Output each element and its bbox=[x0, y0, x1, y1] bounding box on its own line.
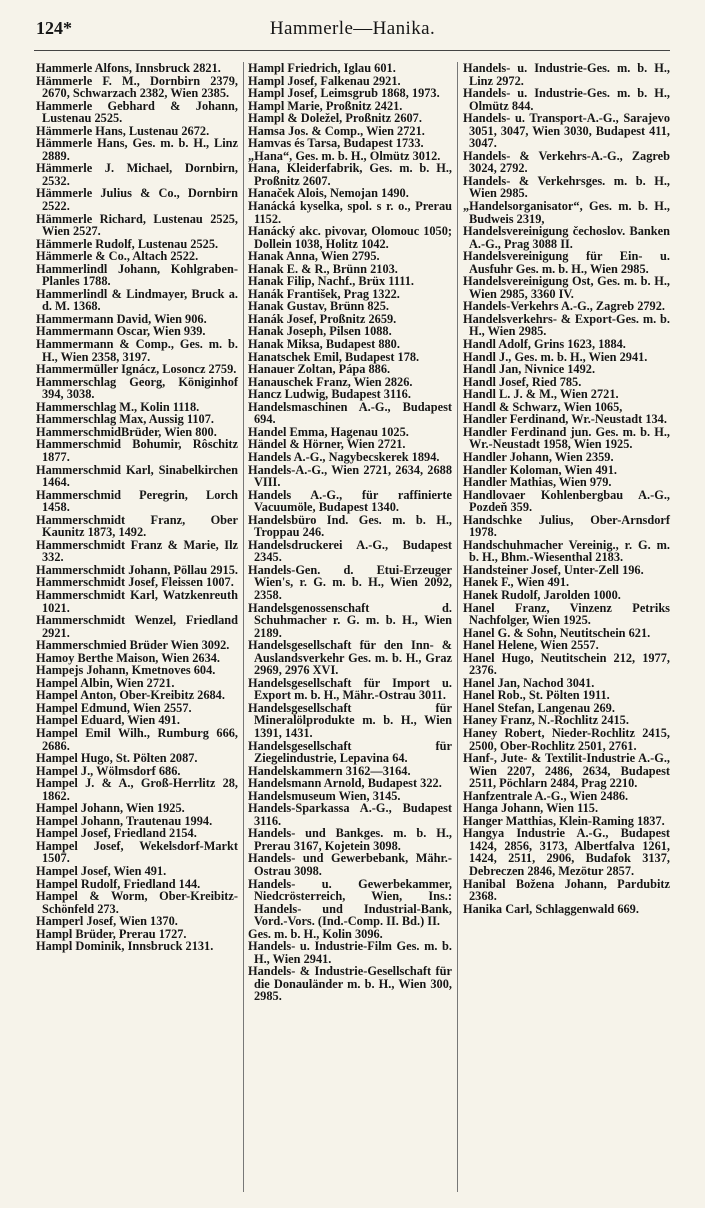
directory-entry: Hammerschlag Max, Aussig 1107. bbox=[36, 412, 214, 427]
directory-entry: Hampel Emil Wilh., Rumburg 666, 2686. bbox=[36, 725, 238, 753]
column-3 bbox=[463, 62, 670, 915]
directory-entry: Hammerschlag M., Kolin 1118. bbox=[36, 399, 200, 414]
directory-entry: Handschke Julius, Ober-Arnsdorf 1978. bbox=[463, 512, 670, 540]
directory-entry: Handl & Schwarz, Wien 1065, bbox=[463, 399, 623, 414]
directory-entry: Hamsa Jos. & Comp., Wien 2721. bbox=[248, 123, 425, 138]
directory-entry: Hampl Dominik, Innsbruck 2131. bbox=[36, 939, 214, 954]
directory-entry: Hammerschmied Brüder Wien 3092. bbox=[36, 638, 230, 653]
directory-entry: Hana, Kleiderfabrik, Ges. m. b. H., Proßnitz 2607. bbox=[248, 161, 452, 188]
directory-entry: Hanek Rudolf, Jarolden 1000. bbox=[463, 587, 621, 602]
directory-entry: Hammerschmidt Johann, Pöllau 2915. bbox=[36, 562, 238, 577]
directory-entry: Hämmerle Hans, Ges. m. b. H., Linz 2889. bbox=[36, 136, 238, 163]
directory-entry: Hampel J., Wölmsdorf 686. bbox=[36, 763, 181, 778]
directory-entry: Hammerle Alfons, Innsbruck 2821. bbox=[36, 61, 221, 75]
directory-entry: Handl Jan, Nivnice 1492. bbox=[463, 362, 596, 377]
directory-entry: Hanák Josef, Proßnitz 2659. bbox=[248, 311, 397, 326]
directory-entry: Hanak Filip, Nachf., Brüx 1111. bbox=[248, 274, 414, 289]
directory-entry: Handler Ferdinand jun. Ges. m. b. H., Wr.-Neustadt 1958, Wien 1925. bbox=[463, 424, 670, 452]
directory-entry: Hammerschmidt Karl, Watzkenreuth 1021. bbox=[36, 587, 238, 615]
directory-entry: Hancz Ludwig, Budapest 3116. bbox=[248, 387, 411, 402]
directory-entry: Handelsvereinigung Ost, Ges. m. b. H., Wien 2985, 3360 IV. bbox=[463, 274, 670, 301]
directory-entry: Hampl Josef, Falkenau 2921. bbox=[248, 73, 401, 88]
directory-entry: Handelsbüro Ind. Ges. m. b. H., Troppau 246. bbox=[248, 512, 452, 540]
column-2 bbox=[248, 62, 452, 1003]
directory-entry: Handelsgesellschaft für Mineralölprodukte m. b. H., Wien 1391, 1431. bbox=[248, 700, 452, 740]
directory-entry: Handels- u. Industrie-Film Ges. m. b. H., Wien 2941. bbox=[248, 939, 452, 966]
directory-entry: Handelsgesellschaft für Import u. Export m. b. H., Mähr.-Ostrau 3011. bbox=[248, 675, 452, 703]
column-divider bbox=[243, 62, 244, 1192]
directory-entry: Handels-Sparkassa A.-G., Budapest 3116. bbox=[248, 801, 452, 828]
directory-entry: Hanauer Zoltan, Pápa 886. bbox=[248, 362, 391, 377]
directory-entry: Hanel Rob., St. Pölten 1911. bbox=[463, 688, 610, 703]
directory-entry: Handelsvereinigung čechoslov. Banken A.-G., Prag 3088 II. bbox=[463, 224, 670, 251]
directory-entry: Hampl Brüder, Prerau 1727. bbox=[36, 926, 187, 941]
directory-entry: Handels- und Bankges. m. b. H., Prerau 3167, Kojetein 3098. bbox=[248, 826, 452, 853]
directory-entry: Handl Adolf, Grins 1623, 1884. bbox=[463, 337, 626, 352]
directory-entry: Hammerlindl Johann, Kohlgraben-Planles 1788. bbox=[36, 261, 238, 289]
directory-entry: Hanga Johann, Wien 115. bbox=[463, 801, 599, 816]
directory-entry: Hammermann Oscar, Wien 939. bbox=[36, 324, 206, 339]
directory-entry: Händel & Hörner, Wien 2721. bbox=[248, 437, 406, 452]
directory-entry: Hanák František, Prag 1322. bbox=[248, 286, 400, 301]
directory-entry: Handels- u. Industrie-Ges. m. b. H., Olmütz 844. bbox=[463, 86, 670, 113]
directory-entry: Hammerschmidt Wenzel, Friedland 2921. bbox=[36, 613, 238, 640]
directory-entry: Hampel Josef, Wekelsdorf-Markt 1507. bbox=[36, 838, 238, 866]
directory-entry: Hampel Eduard, Wien 491. bbox=[36, 713, 180, 728]
directory-entry: Handelsmuseum Wien, 3145. bbox=[248, 788, 401, 803]
directory-entry: Handler Ferdinand, Wr.-Neustadt 134. bbox=[463, 412, 667, 427]
directory-entry: Hanel Stefan, Langenau 269. bbox=[463, 700, 615, 715]
directory-entry: Hanácká kyselka, spol. s r. o., Prerau 1152. bbox=[248, 199, 452, 226]
directory-entry: Handl J., Ges. m. b. H., Wien 2941. bbox=[463, 349, 648, 364]
directory-entry: Hampl & Doležel, Proßnitz 2607. bbox=[248, 111, 422, 126]
directory-entry: Hanibal Božena Johann, Pardubitz 2368. bbox=[463, 876, 670, 904]
directory-entry: Handels-Gen. d. Etui-Erzeuger Wien's, r. G. m. b. H., Wien 2092, 2358. bbox=[248, 562, 452, 602]
page-title: Hammerle—Hanika. bbox=[269, 18, 436, 39]
directory-entry: Handlovaer Kohlenbergbau A.-G., Pozdeň 359. bbox=[463, 487, 670, 515]
directory-entry: Hämmerle Rudolf, Lustenau 2525. bbox=[36, 236, 219, 251]
directory-entry: Hampel Rudolf, Friedland 144. bbox=[36, 876, 201, 891]
directory-entry: Handels- & Industrie-Gesellschaft für die Donauländer m. b. H., Wien 300, 2985. bbox=[248, 964, 452, 1004]
page-header bbox=[0, 18, 705, 48]
column-divider bbox=[457, 62, 458, 1192]
directory-entry: Hampel Edmund, Wien 2557. bbox=[36, 700, 192, 715]
directory-entry: Handelsverkehrs- & Export-Ges. m. b. H., Wien 2985. bbox=[463, 311, 670, 339]
directory-entry: Hanácký akc. pivovar, Olomouc 1050; Dollein 1038, Holitz 1042. bbox=[248, 224, 452, 251]
directory-entry: Handels A.-G., für raffinierte Vacuumöle, Budapest 1340. bbox=[248, 487, 452, 515]
directory-entry: Hämmerle J. Michael, Dornbirn, 2532. bbox=[36, 161, 238, 188]
directory-entry: Haney Robert, Nieder-Rochlitz 2415, 2500, Ober-Rochlitz 2501, 2761. bbox=[463, 725, 670, 753]
directory-entry: Handels- u. Transport-A.-G., Sarajevo 3051, 3047, Wien 3030, Budapest 411, 3047. bbox=[463, 111, 670, 151]
directory-entry: Hanfzentrale A.-G., Wien 2486. bbox=[463, 788, 629, 803]
directory-entry: Hanak Gustav, Brünn 825. bbox=[248, 299, 389, 314]
directory-entry: Handels- & Verkehrsges. m. b. H., Wien 2985. bbox=[463, 173, 670, 201]
directory-entry: Handelsmann Arnold, Budapest 322. bbox=[248, 776, 442, 791]
directory-entry: Hampel Josef, Friedland 2154. bbox=[36, 826, 197, 841]
directory-entry: Handels- u. Gewerbekammer, Niedcrösterreich, Wien, Ins.: Handels- und Industrial-Bank, Vord.-Vors. (Ind.-Comp. II. Bd.) II. bbox=[248, 876, 452, 929]
directory-entry: Hamperl Josef, Wien 1370. bbox=[36, 914, 178, 929]
directory-entry: Hampl Marie, Proßnitz 2421. bbox=[248, 98, 403, 113]
directory-entry: Handels- u. Industrie-Ges. m. b. H., Linz 2972. bbox=[463, 61, 670, 88]
directory-entry: Hanger Matthias, Klein-Raming 1837. bbox=[463, 813, 665, 828]
directory-entry: Hampel J. & A., Groß-Herrlitz 28, 1862. bbox=[36, 776, 238, 803]
directory-entry: Hammermüller Ignácz, Losoncz 2759. bbox=[36, 362, 237, 377]
directory-entry: Hammerschlag Georg, Königinhof 394, 3038. bbox=[36, 374, 238, 402]
directory-entry: Hämmerle Julius & Co., Dornbirn 2522. bbox=[36, 186, 238, 214]
directory-entry: Handler Koloman, Wien 491. bbox=[463, 462, 617, 477]
directory-entry: Hanak Miksa, Budapest 880. bbox=[248, 337, 400, 352]
directory-entry: Handschuhmacher Vereinig., r. G. m. b. H., Bhm.-Wiesenthal 2183. bbox=[463, 537, 670, 565]
directory-entry: Handelskammern 3162—3164. bbox=[248, 763, 411, 778]
directory-entry: Hammerschmid Bohumir, Rôschitz 1877. bbox=[36, 437, 238, 464]
directory-entry: Handel Emma, Hagenau 1025. bbox=[248, 424, 409, 439]
directory-entry: Handl Josef, Ried 785. bbox=[463, 374, 582, 389]
directory-entry: Hanaček Alois, Nemojan 1490. bbox=[248, 186, 409, 201]
directory-entry: Handelsgesellschaft für den Inn- & Auslandsverkehr Ges. m. b. H., Graz 2969, 2976 XVI. bbox=[248, 638, 452, 678]
directory-entry: Hammerschmidt Franz & Marie, Ilz 332. bbox=[36, 537, 238, 565]
page-number: 124* bbox=[36, 18, 72, 38]
directory-entry: Handels-A.-G., Wien 2721, 2634, 2688 VIII. bbox=[248, 462, 452, 490]
directory-entry: Hanel G. & Sohn, Neutitschein 621. bbox=[463, 625, 651, 640]
directory-entry: Hamoy Berthe Maison, Wien 2634. bbox=[36, 650, 221, 665]
directory-entry: Hampel Albin, Wien 2721. bbox=[36, 675, 175, 690]
directory-entry: Hanel Franz, Vinzenz Petriks Nachfolger, Wien 1925. bbox=[463, 600, 670, 628]
directory-entry: Hanatschek Emil, Budapest 178. bbox=[248, 349, 420, 364]
directory-entry: Hampel & Worm, Ober-Kreibitz-Schönfeld 273. bbox=[36, 889, 238, 916]
directory-entry: Handl L. J. & M., Wien 2721. bbox=[463, 387, 619, 402]
directory-entry: „Handelsorganisator“, Ges. m. b. H., Budweis 2319, bbox=[463, 199, 670, 226]
directory-entry: Handels-Verkehrs A.-G., Zagreb 2792. bbox=[463, 299, 665, 314]
directory-entry: Handels- & Verkehrs-A.-G., Zagreb 3024, 2792. bbox=[463, 148, 670, 176]
directory-entry: Hämmerle & Co., Altach 2522. bbox=[36, 249, 199, 264]
column-1 bbox=[36, 62, 238, 953]
directory-entry: Handelsvereinigung für Ein- u. Ausfuhr Ges. m. b. H., Wien 2985. bbox=[463, 249, 670, 276]
directory-entry: Hammermann David, Wien 906. bbox=[36, 311, 207, 326]
directory-entry: Hanauschek Franz, Wien 2826. bbox=[248, 374, 413, 389]
directory-entry: Hampejs Johann, Kmetnoves 604. bbox=[36, 663, 216, 678]
directory-entry: Handels A.-G., Nagybecskerek 1894. bbox=[248, 449, 440, 464]
directory-entry: Hämmerle Richard, Lustenau 2525, Wien 2527. bbox=[36, 211, 238, 239]
directory-entry: Hämmerle F. M., Dornbirn 2379, 2670, Schwarzach 2382, Wien 2385. bbox=[36, 73, 238, 101]
directory-entry: Hamvas és Tarsa, Budapest 1733. bbox=[248, 136, 424, 151]
directory-entry: Handelsgesellschaft für Ziegelindustrie, Lepavina 64. bbox=[248, 738, 452, 766]
directory-entry: HammerschmidBrüder, Wien 800. bbox=[36, 424, 217, 439]
directory-entry: Hammerschmidt Franz, Ober Kaunitz 1873, 1492. bbox=[36, 512, 238, 540]
directory-entry: Handler Mathias, Wien 979. bbox=[463, 475, 612, 490]
directory-entry: Handelsdruckerei A.-G., Budapest 2345. bbox=[248, 537, 452, 565]
directory-entry: Ges. m. b. H., Kolin 3096. bbox=[248, 926, 383, 941]
directory-entry: Hammerschmid Peregrin, Lorch 1458. bbox=[36, 487, 238, 515]
directory-entry: Hammerschmidt Josef, Fleissen 1007. bbox=[36, 575, 234, 590]
directory-entry: Hanel Helene, Wien 2557. bbox=[463, 638, 599, 653]
directory-entry: Hangya Industrie A.-G., Budapest 1424, 2856, 3173, Albertfalva 1261, 1424, 2511, 2906, Budafok 3137, Debreczen 2846, Mezötur 2857. bbox=[463, 826, 670, 878]
directory-entry: Handels- und Gewerbebank, Mähr.-Ostrau 3098. bbox=[248, 851, 452, 878]
directory-entry: Hammerlindl & Lindmayer, Bruck a. d. M. 1368. bbox=[36, 286, 238, 314]
directory-entry: Hanak Anna, Wien 2795. bbox=[248, 249, 380, 264]
directory-entry: Handler Johann, Wien 2359. bbox=[463, 449, 614, 464]
directory-entry: Hanak Joseph, Pilsen 1088. bbox=[248, 324, 392, 339]
directory-entry: Hanak E. & R., Brünn 2103. bbox=[248, 261, 398, 276]
directory-entry: Hampel Anton, Ober-Kreibitz 2684. bbox=[36, 688, 225, 703]
header-rule bbox=[34, 50, 670, 51]
directory-entry: Hampel Hugo, St. Pölten 2087. bbox=[36, 751, 198, 766]
directory-entry: Hammerle Gebhard & Johann, Lustenau 2525. bbox=[36, 98, 238, 126]
directory-entry: Hanel Hugo, Neutitschein 212, 1977, 2376. bbox=[463, 650, 670, 678]
directory-entry: Haney Franz, N.-Rochlitz 2415. bbox=[463, 713, 629, 728]
directory-entry: Handelsgenossenschaft d. Schuhmacher r. G. m. b. H., Wien 2189. bbox=[248, 600, 452, 640]
directory-entry: Hammerschmid Karl, Sinabelkirchen 1464. bbox=[36, 462, 238, 490]
directory-entry: Hampel Johann, Wien 1925. bbox=[36, 801, 185, 816]
directory-entry: Hammermann & Comp., Ges. m. b. H., Wien 2358, 3197. bbox=[36, 337, 238, 364]
directory-entry: Hampel Josef, Wien 491. bbox=[36, 864, 167, 878]
directory-entry: Hämmerle Hans, Lustenau 2672. bbox=[36, 123, 210, 138]
directory-entry: „Hana“, Ges. m. b. H., Olmütz 3012. bbox=[248, 148, 441, 163]
directory-entry: Handsteiner Josef, Unter-Zell 196. bbox=[463, 562, 644, 577]
directory-entry: Hampl Josef, Leimsgrub 1868, 1973. bbox=[248, 86, 440, 101]
directory-entry: Hanika Carl, Schlaggenwald 669. bbox=[463, 901, 639, 916]
directory-entry: Hanek F., Wien 491. bbox=[463, 575, 570, 590]
directory-entry: Hanf-, Jute- & Textilit-Industrie A.-G., Wien 2207, 2486, 2634, Budapest 2511, Pöchlarn 2484, Prag 2210. bbox=[463, 751, 670, 791]
directory-entry: Hampel Johann, Trautenau 1994. bbox=[36, 813, 213, 828]
directory-entry: Hampl Friedrich, Iglau 601. bbox=[248, 61, 396, 75]
directory-entry: Hanel Jan, Nachod 3041. bbox=[463, 675, 595, 690]
directory-entry: Handelsmaschinen A.-G., Budapest 694. bbox=[248, 399, 452, 427]
